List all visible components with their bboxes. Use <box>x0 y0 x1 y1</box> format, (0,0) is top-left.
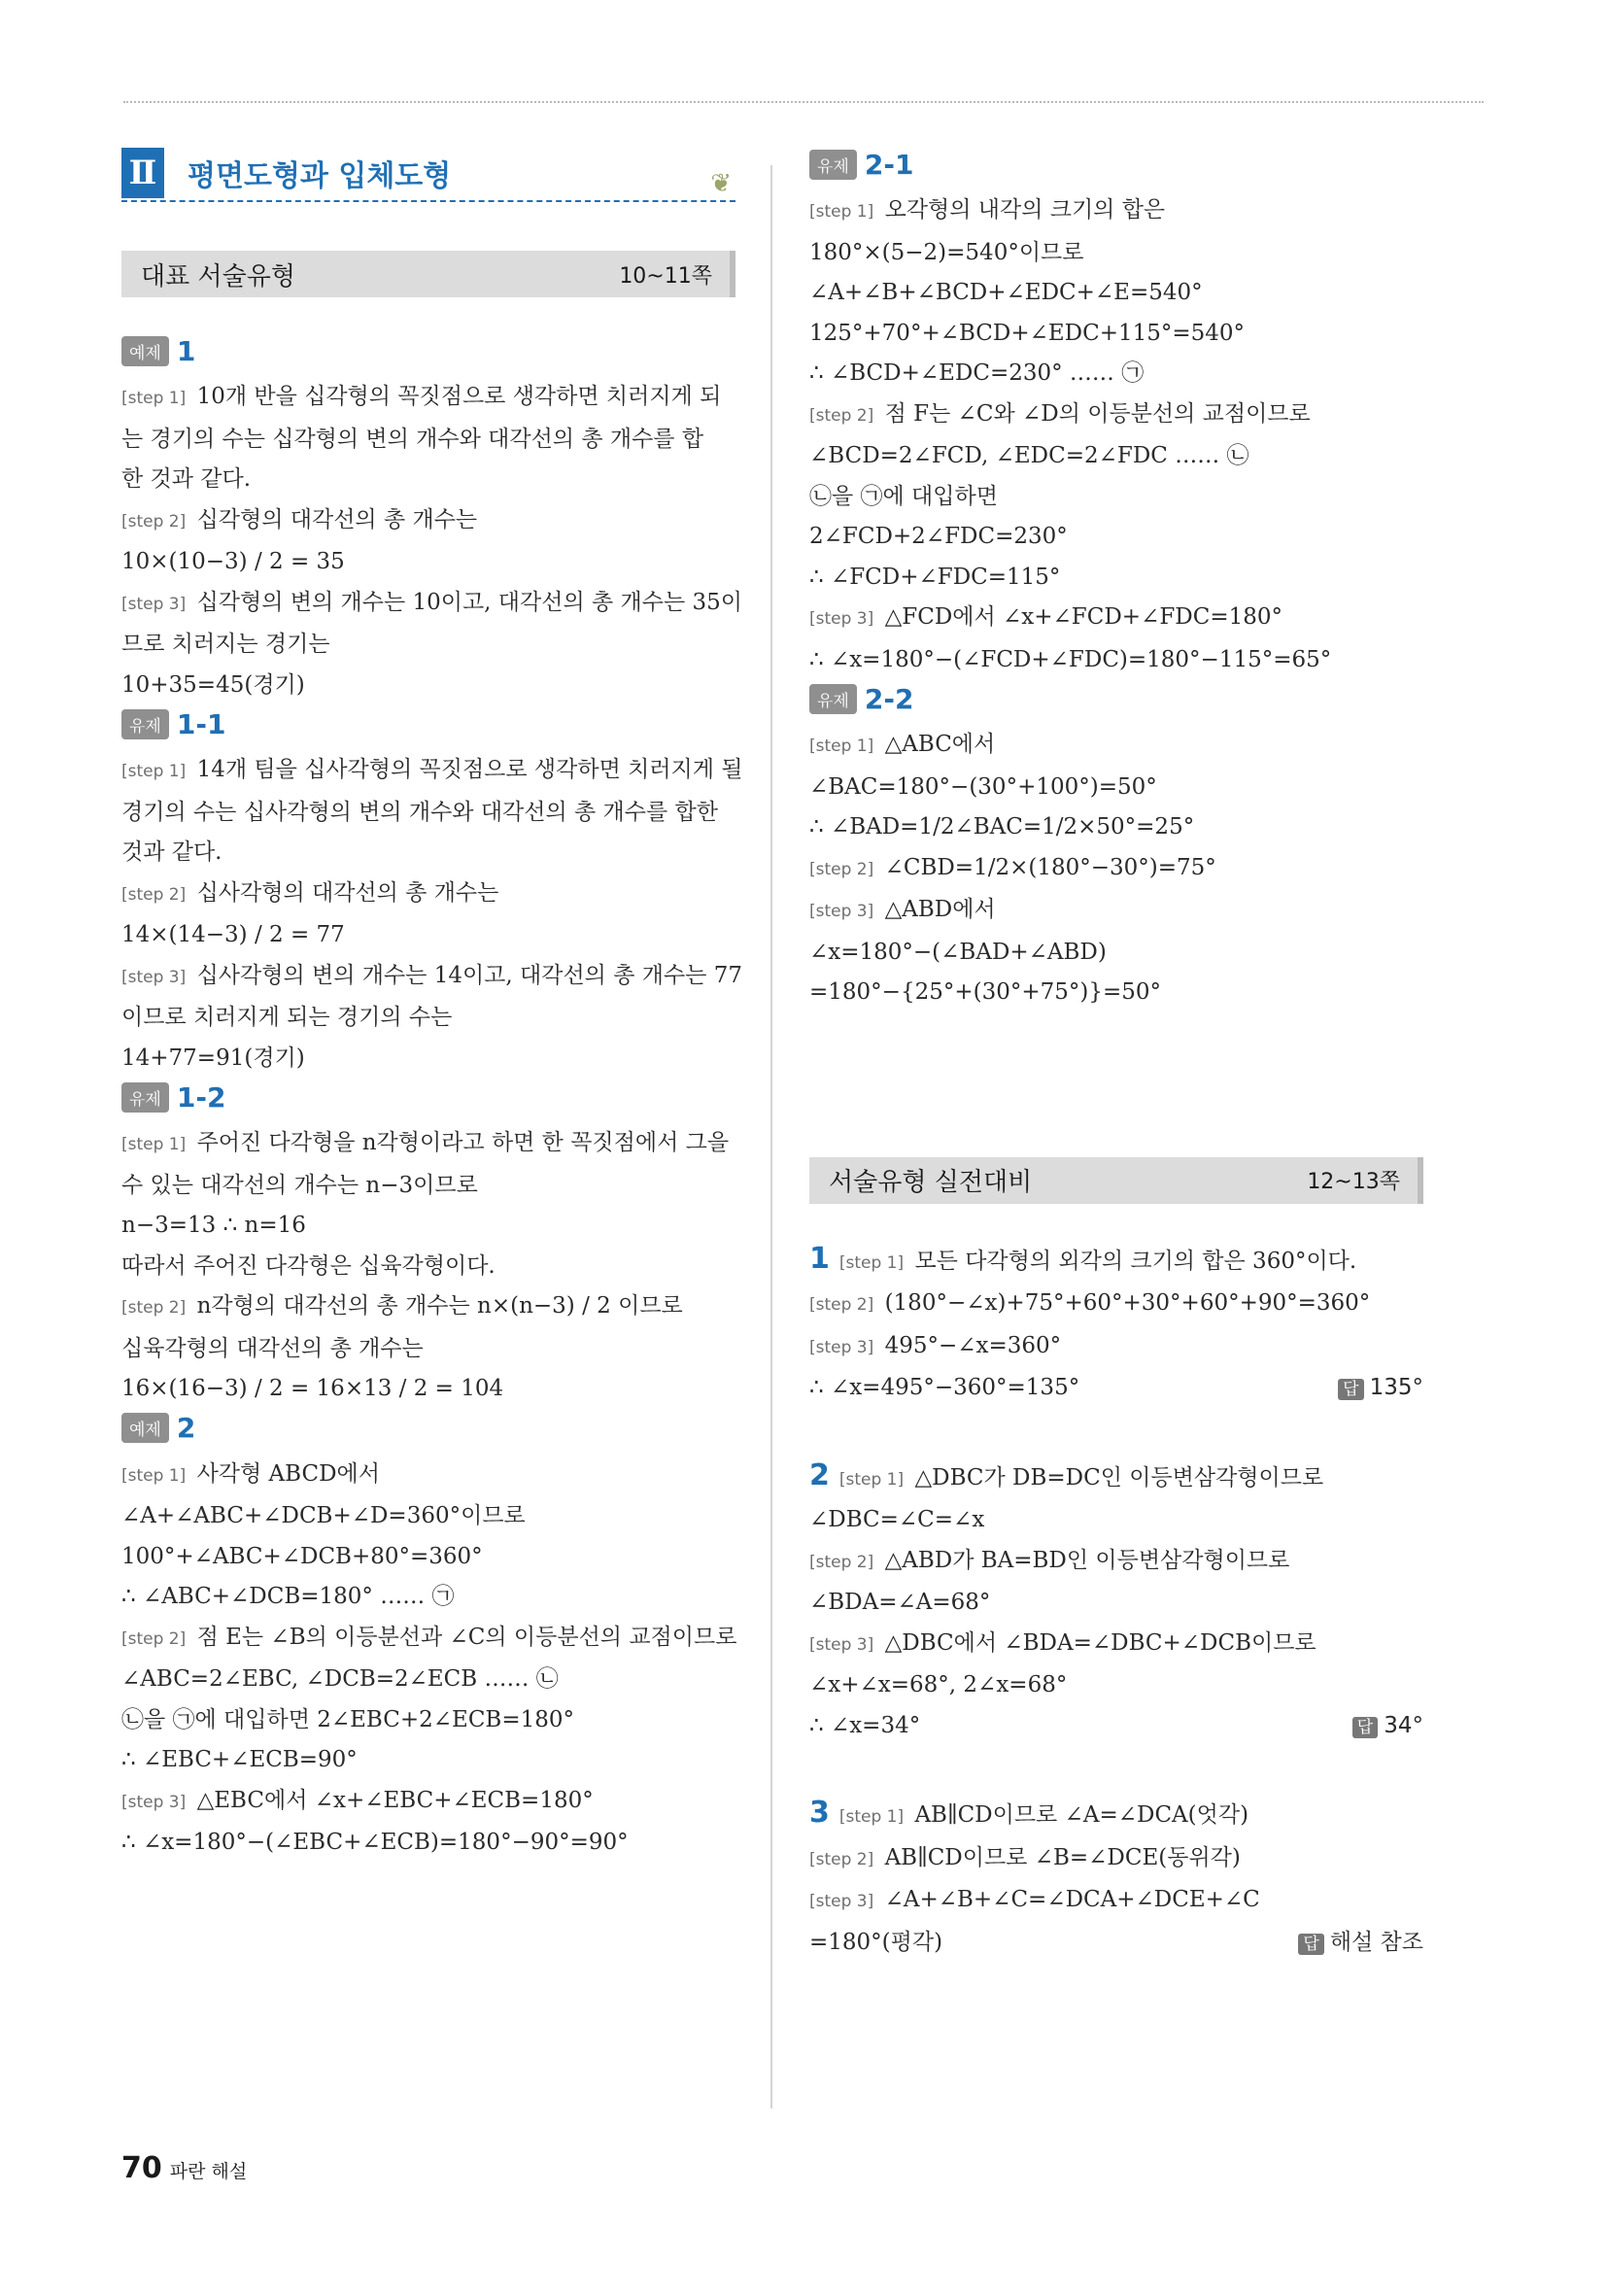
step-label: [step 2] <box>809 1295 874 1315</box>
step-label: [step 2] <box>809 405 874 426</box>
step-label: [step 1] <box>838 1469 905 1490</box>
answer: 답 해설 참조 <box>1298 1923 1423 1966</box>
solution-line: [step 2] n각형의 대각선의 총 개수는 n×(n−3) / 2 이므로 <box>121 1293 683 1319</box>
step-label: [step 1] <box>121 762 187 781</box>
solution-line: 따라서 주어진 다각형은 십육각형이다. <box>121 1252 496 1279</box>
practice-problem-list <box>809 1239 1423 1966</box>
step-label: [step 2] <box>121 884 187 905</box>
solution-line: 10×(10−3) / 2 = 35 <box>121 549 345 574</box>
footer-label: 파란 해설 <box>169 2161 248 2182</box>
solution-line: ∠BCD=2∠FCD, ∠EDC=2∠FDC …… ㉡ <box>809 443 1249 468</box>
problem-tag: 예제 <box>121 336 169 366</box>
solution-line: 100°+∠ABC+∠DCB+80°=360° <box>121 1543 483 1569</box>
problem-tag: 유제 <box>121 709 169 739</box>
solution-line: [step 1] 10개 반을 십각형의 꼭짓점으로 생각하면 치러지게 되 <box>121 384 722 409</box>
solution-line: [step 3] 십각형의 변의 개수는 10이고, 대각선의 총 개수는 35이 <box>121 589 742 615</box>
page-number: 70 <box>121 2151 162 2185</box>
step-label: [step 3] <box>809 609 874 629</box>
page-footer <box>121 2151 247 2185</box>
step-label: [step 3] <box>809 1892 874 1911</box>
step-label: [step 3] <box>809 1337 874 1357</box>
step-label: [step 2] <box>121 1628 187 1649</box>
step-label: [step 2] <box>809 1552 874 1572</box>
solution-line: ∠A+∠B+∠BCD+∠EDC+∠E=540° <box>809 280 1203 305</box>
problem-number: 2 <box>176 1412 196 1444</box>
solution-line: [step 3] △EBC에서 ∠x+∠EBC+∠ECB=180° <box>121 1787 594 1813</box>
section-bar-representative <box>121 251 735 297</box>
problem-label <box>809 680 1423 717</box>
section-pages: 10~11쪽 <box>619 263 712 289</box>
step-label: [step 1] <box>838 1252 905 1273</box>
solution-line: ∴ ∠FCD+∠FDC=115° <box>809 564 1061 590</box>
chapter-title: 평면도형과 입체도형 <box>188 159 452 193</box>
answer-tag: 답 <box>1352 1717 1378 1738</box>
problem-label <box>121 1410 735 1447</box>
problem-block <box>121 705 743 1079</box>
solution-line: ∴ ∠x=34° <box>809 1712 921 1738</box>
step-label: [step 2] <box>121 511 187 531</box>
left-column <box>121 146 743 1864</box>
solution-line: [step 3] 495°−∠x=360° <box>809 1332 1062 1358</box>
step-label: [step 3] <box>121 967 187 987</box>
solution-line: 것과 같다. <box>121 840 222 865</box>
step-label: [step 1] <box>121 389 187 408</box>
solution-line: [step 2] △ABD가 BA=BD인 이등변삼각형이므로 <box>809 1547 1290 1573</box>
solution-line: ∠BAC=180°−(30°+100°)=50° <box>809 773 1157 800</box>
solution-line: [step 1] 사각형 ABCD에서 <box>121 1460 380 1487</box>
solution-line: 십육각형의 대각선의 총 개수는 <box>121 1335 424 1361</box>
step-label: [step 2] <box>121 1298 187 1318</box>
solution-line: [step 1] 오각형의 내각의 크기의 합은 <box>809 197 1166 223</box>
chapter-header <box>121 146 735 202</box>
solution-line: =180°(평각) <box>809 1929 943 1955</box>
solution-line: 므로 치러지는 경기는 <box>121 632 330 657</box>
section-name: 서술유형 실전대비 <box>829 1168 1033 1197</box>
answer-tag: 답 <box>1298 1934 1323 1955</box>
solution-line: 180°×(5−2)=540°이므로 <box>809 239 1084 265</box>
solution-line: 2∠FCD+2∠FDC=230° <box>809 524 1068 549</box>
question-number: 1 <box>809 1241 830 1276</box>
solution-line: ∠x+∠x=68°, 2∠x=68° <box>809 1672 1068 1697</box>
practice-problem <box>809 1456 1423 1749</box>
solution-line: =180°−{25°+(30°+75°)}=50° <box>809 979 1162 1005</box>
problem-number: 1-2 <box>176 1080 226 1114</box>
problem-number: 2-1 <box>864 148 914 181</box>
problem-label <box>809 146 1423 183</box>
step-label: [step 3] <box>809 902 874 921</box>
answer-row <box>809 1706 1423 1749</box>
problem-label <box>121 332 735 369</box>
solution-line: [step 3] ∠A+∠B+∠C=∠DCA+∠DCE+∠C <box>809 1887 1260 1912</box>
solution-line: [step 3] △FCD에서 ∠x+∠FCD+∠FDC=180° <box>809 604 1283 630</box>
solution-line: ∴ ∠ABC+∠DCB=180° …… ㉠ <box>121 1584 455 1609</box>
step-label: [step 1] <box>809 737 874 756</box>
step-label: [step 3] <box>121 594 187 614</box>
solution-line: [step 1] 주어진 다각형을 n각형이라고 하면 한 꼭짓점에서 그을 <box>121 1130 730 1155</box>
problem-block <box>121 1079 735 1410</box>
section-name: 대표 서술유형 <box>141 261 295 291</box>
question-number: 2 <box>809 1457 830 1492</box>
column-divider <box>770 165 772 2108</box>
solution-line: [step 2] AB∥CD이므로 ∠B=∠DCE(동위각) <box>809 1844 1241 1870</box>
problem-label <box>121 1079 735 1115</box>
step-label: [step 2] <box>809 859 874 879</box>
solution-line: 한 것과 같다. <box>121 466 252 492</box>
step-label: [step 1] <box>838 1807 905 1827</box>
solution-line: ∴ ∠BCD+∠EDC=230° …… ㉠ <box>809 360 1145 386</box>
step-label: [step 3] <box>809 1634 874 1655</box>
solution-line: [step 1] 14개 팀을 십사각형의 꼭짓점으로 생각하면 치러지게 될 <box>121 757 743 782</box>
chapter-number: Ⅱ <box>121 148 164 198</box>
solution-line: [step 3] △DBC에서 ∠BDA=∠DBC+∠DCB이므로 <box>809 1629 1316 1656</box>
practice-problem <box>809 1239 1423 1411</box>
answer: 답 135° <box>1338 1368 1423 1411</box>
solution-line: 16×(16−3) / 2 = 16×13 / 2 = 104 <box>121 1376 504 1401</box>
solution-line: 이므로 치러지게 되는 경기의 수는 <box>121 1005 453 1030</box>
answer-row <box>809 1923 1423 1966</box>
problem-tag: 유제 <box>121 1082 169 1113</box>
problem-tag: 유제 <box>809 684 857 714</box>
solution-line: [step 2] 십사각형의 대각선의 총 개수는 <box>121 879 499 906</box>
solution-line: 10+35=45(경기) <box>121 671 305 698</box>
left-problem-list <box>121 332 743 1864</box>
solution-line: 경기의 수는 십사각형의 변의 개수와 대각선의 총 개수를 합한 <box>121 799 718 825</box>
solution-line: 3 [step 1] AB∥CD이므로 ∠A=∠DCA(엇각) <box>809 1796 1249 1830</box>
solution-line: ∴ ∠EBC+∠ECB=90° <box>121 1747 358 1772</box>
problem-number: 2-2 <box>864 682 914 715</box>
section-pages: 12~13쪽 <box>1307 1170 1400 1194</box>
solution-line: ∠A+∠ABC+∠DCB+∠D=360°이므로 <box>121 1503 526 1528</box>
solution-line: ∠ABC=2∠EBC, ∠DCB=2∠ECB …… ㉡ <box>121 1666 559 1692</box>
solution-line: [step 1] △ABC에서 <box>809 732 996 757</box>
step-label: [step 1] <box>121 1135 187 1154</box>
problem-block <box>121 332 742 705</box>
solution-line: ∠x=180°−(∠BAD+∠ABD) <box>809 939 1107 965</box>
solution-line: ∴ ∠x=495°−360°=135° <box>809 1375 1080 1400</box>
problem-tag: 예제 <box>121 1413 169 1443</box>
right-problem-list <box>809 146 1423 1013</box>
problem-block <box>121 1410 735 1864</box>
solution-line: 1 [step 1] 모든 다각형의 외각의 크기의 합은 360°이다. <box>809 1241 1357 1276</box>
answer: 답 34° <box>1352 1706 1423 1749</box>
practice-problem <box>809 1793 1423 1965</box>
solution-line: 14×(14−3) / 2 = 77 <box>121 922 345 947</box>
solution-line: ㉡을 ㉠에 대입하면 2∠EBC+2∠ECB=180° <box>121 1706 574 1732</box>
step-label: [step 1] <box>809 202 874 222</box>
solution-line: [step 2] ∠CBD=1/2×(180°−30°)=75° <box>809 854 1216 880</box>
solution-line: ㉡을 ㉠에 대입하면 <box>809 483 998 509</box>
solution-line: 14+77=91(경기) <box>121 1045 305 1071</box>
solution-line: ∴ ∠x=180°−(∠EBC+∠ECB)=180°−90°=90° <box>121 1830 629 1855</box>
solution-line: 2 [step 1] △DBC가 DB=DC인 이등변삼각형이므로 <box>809 1457 1324 1492</box>
solution-line: ∠BDA=∠A=68° <box>809 1590 991 1615</box>
problem-number: 1-1 <box>176 707 226 740</box>
answer-row <box>809 1368 1423 1411</box>
problem-number: 1 <box>176 334 196 367</box>
solution-line: ∴ ∠x=180°−(∠FCD+∠FDC)=180°−115°=65° <box>809 646 1332 672</box>
solution-line: [step 3] 십사각형의 변의 개수는 14이고, 대각선의 총 개수는 77 <box>121 962 742 988</box>
section-bar-practice <box>809 1157 1423 1204</box>
solution-line: 수 있는 대각선의 개수는 n−3이므로 <box>121 1172 478 1198</box>
step-label: [step 1] <box>121 1465 187 1486</box>
problem-tag: 유제 <box>809 150 857 180</box>
solution-line: [step 3] △ABD에서 <box>809 897 996 922</box>
solution-line: [step 2] 점 E는 ∠B의 이등분선과 ∠C의 이등분선의 교점이므로 <box>121 1624 737 1650</box>
top-dotted-rule <box>123 101 1484 103</box>
problem-block <box>809 680 1423 1013</box>
solution-line: [step 2] 점 F는 ∠C와 ∠D의 이등분선의 교점이므로 <box>809 400 1311 427</box>
solution-line: 125°+70°+∠BCD+∠EDC+115°=540° <box>809 320 1246 346</box>
solution-line: 는 경기의 수는 십각형의 변의 개수와 대각선의 총 개수를 합 <box>121 426 704 452</box>
answer-tag: 답 <box>1338 1379 1363 1400</box>
step-label: [step 2] <box>809 1849 874 1869</box>
problem-block <box>809 146 1423 680</box>
right-column <box>809 146 1423 1965</box>
step-label: [step 3] <box>121 1792 187 1812</box>
solution-line: ∴ ∠BAD=1/2∠BAC=1/2×50°=25° <box>809 814 1195 840</box>
solution-line: n−3=13 ∴ n=16 <box>121 1213 306 1238</box>
solution-line: [step 2] (180°−∠x)+75°+60°+30°+60°+90°=360° <box>809 1290 1371 1316</box>
question-number: 3 <box>809 1796 830 1830</box>
leaf-decoration-icon: ❦ <box>710 169 732 198</box>
problem-label <box>121 705 735 742</box>
solution-line: ∠DBC=∠C=∠x <box>809 1507 985 1532</box>
solution-line: [step 2] 십각형의 대각선의 총 개수는 <box>121 506 478 532</box>
